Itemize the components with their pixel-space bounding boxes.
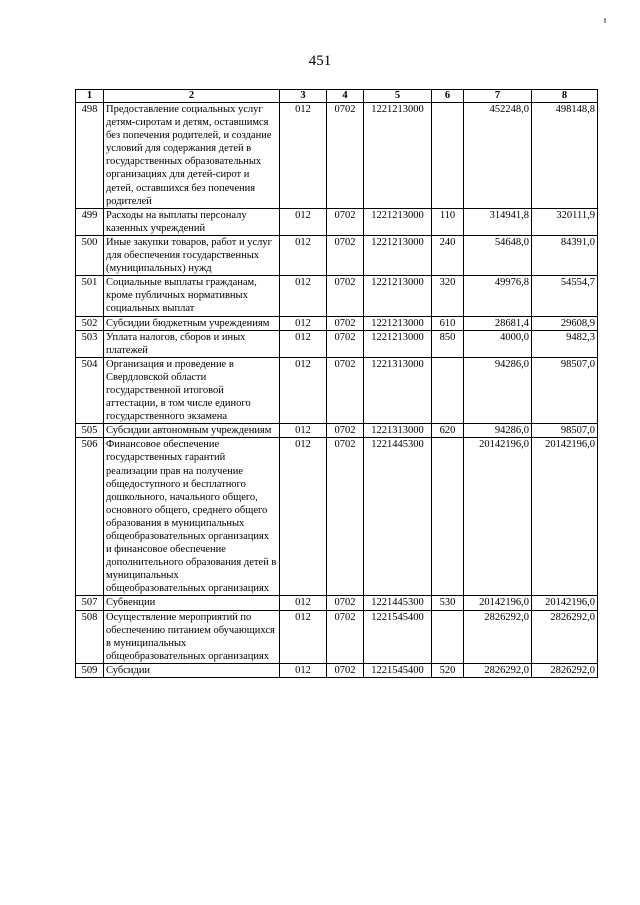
table-row — [76, 357, 598, 423]
amount-year-1: 2826292,0 — [464, 663, 532, 677]
target-code: 1221213000 — [364, 276, 432, 316]
row-name: Расходы на выплаты персоналу казенных учреждений — [104, 208, 280, 235]
row-name: Социальные выплаты гражданам, кроме публичных нормативных социальных выплат — [104, 276, 280, 316]
ministry-code: 012 — [280, 316, 327, 330]
amount-year-2: 498148,8 — [532, 103, 598, 209]
amount-year-2: 29608,9 — [532, 316, 598, 330]
expense-type: 520 — [432, 663, 464, 677]
target-code: 1221313000 — [364, 357, 432, 423]
table-row — [76, 438, 598, 596]
ministry-code: 012 — [280, 330, 327, 357]
row-number: 500 — [76, 235, 104, 275]
section-code: 0702 — [327, 610, 364, 663]
section-code: 0702 — [327, 276, 364, 316]
column-header: 7 — [464, 90, 532, 103]
row-number: 499 — [76, 208, 104, 235]
section-code: 0702 — [327, 596, 364, 610]
amount-year-2: 54554,7 — [532, 276, 598, 316]
amount-year-1: 20142196,0 — [464, 596, 532, 610]
table-row — [76, 424, 598, 438]
section-code: 0702 — [327, 663, 364, 677]
amount-year-2: 98507,0 — [532, 424, 598, 438]
section-code: 0702 — [327, 330, 364, 357]
scan-mark — [604, 18, 606, 23]
column-header: 8 — [532, 90, 598, 103]
row-name: Уплата налогов, сборов и иных платежей — [104, 330, 280, 357]
row-name: Предоставление социальных услуг детям-сиротам и детям, оставшимся без попечения родителей, и создание условий для содержания детей в государственных образовательных организациях для детей-сирот и детей, оставшихся без попечения родителей — [104, 103, 280, 209]
table-row — [76, 208, 598, 235]
amount-year-2: 320111,9 — [532, 208, 598, 235]
expense-type: 110 — [432, 208, 464, 235]
amount-year-1: 28681,4 — [464, 316, 532, 330]
table-row — [76, 610, 598, 663]
row-number: 498 — [76, 103, 104, 209]
section-code: 0702 — [327, 103, 364, 209]
amount-year-1: 54648,0 — [464, 235, 532, 275]
column-header: 5 — [364, 90, 432, 103]
row-name: Осуществление мероприятий по обеспечению питанием обучающихся в муниципальных общеобразовательных организациях — [104, 610, 280, 663]
target-code: 1221213000 — [364, 330, 432, 357]
section-code: 0702 — [327, 357, 364, 423]
target-code: 1221213000 — [364, 235, 432, 275]
section-code: 0702 — [327, 424, 364, 438]
expense-type — [432, 610, 464, 663]
row-number: 508 — [76, 610, 104, 663]
amount-year-2: 20142196,0 — [532, 438, 598, 596]
row-number: 506 — [76, 438, 104, 596]
amount-year-2: 9482,3 — [532, 330, 598, 357]
amount-year-1: 4000,0 — [464, 330, 532, 357]
ministry-code: 012 — [280, 103, 327, 209]
row-name: Субвенции — [104, 596, 280, 610]
amount-year-1: 20142196,0 — [464, 438, 532, 596]
target-code: 1221545400 — [364, 610, 432, 663]
row-name: Субсидии — [104, 663, 280, 677]
section-code: 0702 — [327, 208, 364, 235]
target-code: 1221213000 — [364, 316, 432, 330]
ministry-code: 012 — [280, 357, 327, 423]
expense-type: 850 — [432, 330, 464, 357]
expense-type: 530 — [432, 596, 464, 610]
ministry-code: 012 — [280, 610, 327, 663]
expense-type — [432, 357, 464, 423]
column-header: 2 — [104, 90, 280, 103]
row-number: 502 — [76, 316, 104, 330]
ministry-code: 012 — [280, 235, 327, 275]
amount-year-1: 94286,0 — [464, 424, 532, 438]
ministry-code: 012 — [280, 663, 327, 677]
row-number: 509 — [76, 663, 104, 677]
amount-year-2: 84391,0 — [532, 235, 598, 275]
ministry-code: 012 — [280, 438, 327, 596]
target-code: 1221213000 — [364, 103, 432, 209]
expense-type: 240 — [432, 235, 464, 275]
row-name: Организация и проведение в Свердловской области государственной итоговой аттестации, в том числе единого государственного экзамена — [104, 357, 280, 423]
target-code: 1221445300 — [364, 596, 432, 610]
expense-type: 320 — [432, 276, 464, 316]
table-row — [76, 663, 598, 677]
row-name: Финансовое обеспечение государственных гарантий реализации прав на получение общедоступного и бесплатного дошкольного, начального общего, основного общего, среднего общего образования в муниципальных общеобразовательных организациях и финансовое обеспечение дополнительного образования детей в муниципальных общеобразовательных организациях — [104, 438, 280, 596]
expense-type: 610 — [432, 316, 464, 330]
amount-year-2: 2826292,0 — [532, 663, 598, 677]
ministry-code: 012 — [280, 276, 327, 316]
section-code: 0702 — [327, 438, 364, 596]
table-row — [76, 103, 598, 209]
row-number: 501 — [76, 276, 104, 316]
page-number: 451 — [308, 53, 332, 69]
column-header: 6 — [432, 90, 464, 103]
row-number: 504 — [76, 357, 104, 423]
expense-type — [432, 438, 464, 596]
ministry-code: 012 — [280, 208, 327, 235]
target-code: 1221545400 — [364, 663, 432, 677]
ministry-code: 012 — [280, 424, 327, 438]
row-number: 505 — [76, 424, 104, 438]
table-row — [76, 316, 598, 330]
column-header: 4 — [327, 90, 364, 103]
amount-year-1: 452248,0 — [464, 103, 532, 209]
row-number: 507 — [76, 596, 104, 610]
amount-year-2: 98507,0 — [532, 357, 598, 423]
header-row — [76, 90, 598, 103]
target-code: 1221313000 — [364, 424, 432, 438]
amount-year-1: 314941,8 — [464, 208, 532, 235]
table-row — [76, 235, 598, 275]
table-row — [76, 330, 598, 357]
table-row — [76, 596, 598, 610]
budget-table — [75, 89, 598, 678]
section-code: 0702 — [327, 235, 364, 275]
column-header: 3 — [280, 90, 327, 103]
row-number: 503 — [76, 330, 104, 357]
table-row — [76, 276, 598, 316]
amount-year-1: 49976,8 — [464, 276, 532, 316]
section-code: 0702 — [327, 316, 364, 330]
expense-type — [432, 103, 464, 209]
expense-type: 620 — [432, 424, 464, 438]
row-name: Иные закупки товаров, работ и услуг для обеспечения государственных (муниципальных) нужд — [104, 235, 280, 275]
row-name: Субсидии бюджетным учреждениям — [104, 316, 280, 330]
amount-year-2: 20142196,0 — [532, 596, 598, 610]
amount-year-1: 94286,0 — [464, 357, 532, 423]
amount-year-2: 2826292,0 — [532, 610, 598, 663]
target-code: 1221213000 — [364, 208, 432, 235]
ministry-code: 012 — [280, 596, 327, 610]
column-header: 1 — [76, 90, 104, 103]
target-code: 1221445300 — [364, 438, 432, 596]
amount-year-1: 2826292,0 — [464, 610, 532, 663]
row-name: Субсидии автономным учреждениям — [104, 424, 280, 438]
